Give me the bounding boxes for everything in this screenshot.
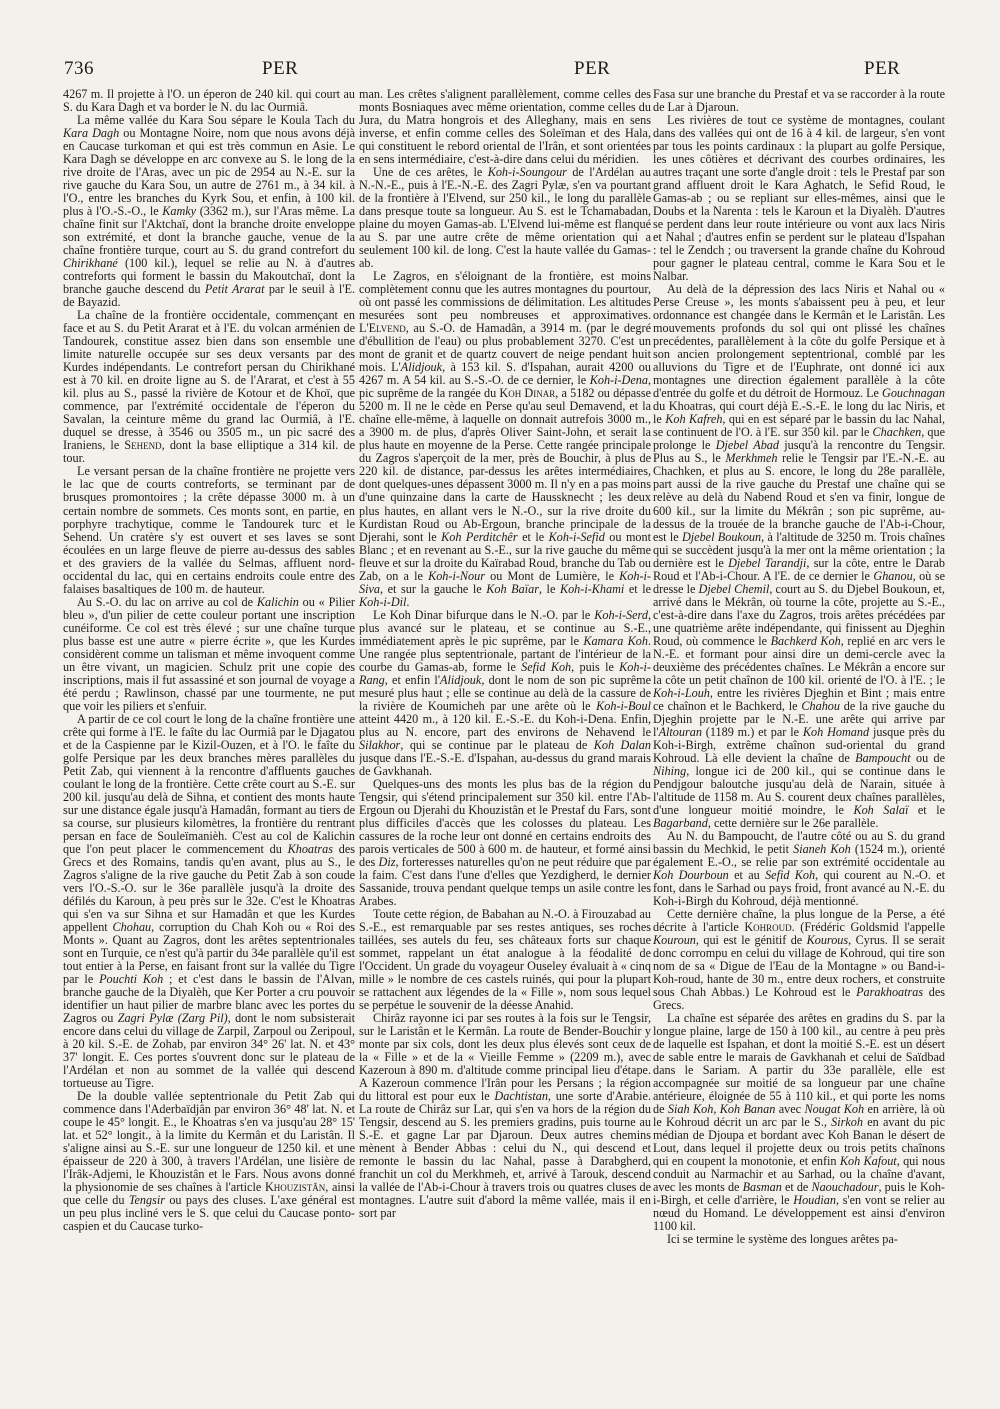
italic-term: Tengsir xyxy=(128,1193,165,1208)
text-run: Au S.-O. du lac on arrive au col de xyxy=(77,594,257,609)
text-run: , xyxy=(713,1102,720,1117)
paragraph xyxy=(653,1233,945,1246)
text-run: ; et c'est dans le bassin de l'Alvan, branche gauche de la Diyalèh, que Ker Porter a cru pouvoir identifier un haut pilier de marbre blanc avec les portes du Zagros ou xyxy=(63,972,355,1026)
text-run: , dont la base elliptique a 314 kil. de tour. xyxy=(63,438,355,466)
text-run: , au S.-O. de Hamadân, a 3914 m. (par le degré d'ébullition de l'eau) ou plus probablement 3270. C'est un mont de granit et de quartz couvert de neige pendant huit mois. L' xyxy=(359,321,651,375)
italic-term: Koh Dalan xyxy=(593,737,651,752)
text-run: avec xyxy=(775,1102,805,1117)
text-run: , forteresses naturelles qu'on ne peut réduire que par la faim. C'est dans l'une d'elles que Yezdigherd, le dernier Sassanide, trouva pendant quelque temps un asile contre les Arabes. xyxy=(359,854,651,908)
italic-term: Djebel Chemil xyxy=(698,581,770,596)
smallcaps-term: Kohroud xyxy=(744,920,792,934)
text-run: relie le Tengsir par l'E.-N.-E. au Chachken, et plus au S. encore, le long du 28e parallèle, part aussi de la rive gauche du Prestaf une chaîne qui se relève au delà du Nabend Roud et s'en va finir, longue de 600 kil., sur la limite du Mékrân ; son pic suprême, au-dessus de la trouée de la branche gauche de l'Ab-i-Chour, est le xyxy=(653,451,945,544)
italic-term: Alidjouk xyxy=(440,672,482,687)
text-run: , qui en est séparé par le bassin du lac Nahal, se continuent de l'O. à l'E. sur 350 kil. par le xyxy=(653,412,945,440)
text-run: Au N. du Bampoucht, de l'autre côté ou au S. du grand bassin du Mechkid, le petit xyxy=(653,828,945,856)
italic-term: Koh-i-Nour xyxy=(428,568,485,583)
text-run: (3362 m.), sur l'Aras même. La chaîne finit sur l'Aktchaï, dont la branche droite enveloppe son extrémité, et dont la branche gauche, venue de la chaîne frontière turque, court au S. du grand contrefort du xyxy=(63,204,355,258)
text-run: par le seuil à l'E. de Bayazid. xyxy=(63,282,355,310)
text-run: De la double vallée septentrionale du Petit Zab qui commence dans l'Aderbaïdjân par environ 36° 48' lat. N. et coupe le 45° longit. E., le Khoatras s'en va jusqu'au 28° 15' lat. et 52° longit., à la limite du Kermân et du Laristân. Il s'aligne ainsi au S.-E. sur une longueur de 1250 kil. et une épaisseur de 220 à 300, à travers l'Ardélan, une lisière de l'Irâk-Adjemi, le Khouzistân et le Fars. Nous avons donné la physionomie de ses chaînes à l'article xyxy=(63,1089,355,1195)
italic-term: Koh-i-Rang xyxy=(359,659,651,687)
italic-term: Chahou xyxy=(801,698,840,713)
paragraph xyxy=(63,309,355,465)
text-run: , replié en arc vers le N.-E. et formant pour ainsi dire un demi-cercle avec la deuxième des précédentes chaînes. Le Mékrân a encore sur la côte un petit chaînon de 100 kil. orienté de l'O. à l'E. ; le xyxy=(653,633,945,687)
italic-term: Parakhoatras xyxy=(856,985,924,1000)
italic-term: Koh-i-Siva xyxy=(359,568,651,596)
italic-term: Sirkoh xyxy=(831,1115,863,1130)
text-run: Chirâz rayonne ici par ses routes à la fois sur le Tengsir, sur le Laristân et le Kermân. La route de Bender-Bouchir y monte par six cols, dont les deux plus élevés sont ceux de la « Fille » et de la « Vieille Femme » (2209 m.), avec Kazeroun à 890 m. d'altitude comme principal lieu d'étape. A Kazeroun commence l'Irân pour les Persans ; la région du littoral est pour eux le xyxy=(359,1011,651,1104)
italic-term: Koh-i-Boul xyxy=(596,698,651,713)
italic-term: Petit Ararat xyxy=(204,282,265,297)
italic-term: Koh Perditchêr xyxy=(441,529,518,544)
italic-term: Sianeh Koh xyxy=(793,841,851,856)
text-run: , puis le xyxy=(571,659,620,674)
text-run: du Khoatras, qui court déjà E.-S.-E. le long du lac Niris, et le xyxy=(653,399,945,427)
text-run: Fasa sur une branche du Prestaf et va se raccorder à la route de Lar à Djaroun. xyxy=(653,88,945,115)
italic-term: Merkhmeh xyxy=(725,451,778,466)
text-run: , à l'altitude de 3250 m. Trois chaînes qui se succèdent jusqu'à la mer ont la même orientation ; la dernière est le xyxy=(653,529,945,570)
italic-term: Siah Koh xyxy=(667,1102,714,1117)
italic-term: Silakhor xyxy=(359,737,401,752)
italic-term: Bachkerd Koh xyxy=(770,633,841,648)
text-run: et le xyxy=(908,802,945,817)
italic-term: Zagri Pylæ (Zarg Pil) xyxy=(117,1011,228,1026)
text-run: de l'Ardélan au N.-N.-E., puis à l'E.-N.-E. des Zagri Pylæ, s'en va pourtant de la frontière à l'Elvend, sur 250 kil., le long du parallèle dans presque toute sa longueur. Au S. est le Tchamabadan, plaine du moyen Gamas-ab. L'Elvend lui-même est flanqué au S. par une autre crête de même orientation qui a seulement 100 kil. de long. C'est la haute vallée du Gamas-ab. xyxy=(359,165,651,271)
italic-term: Koh-i-Soungour xyxy=(487,165,567,180)
text-run: , qui nous conduit au Narmachir et au Sarhad, ou la chaîne d'avant, avec les monts de xyxy=(653,1154,945,1195)
italic-term: Koh Baïar xyxy=(486,581,539,596)
paragraph xyxy=(359,908,651,1012)
text-run: Le versant persan de la chaîne frontière ne projette vers le lac que de courts contreforts, se terminant par de brusques promontoires ; la crête dépasse 3000 m. à un certain nombre de sommets. Ces monts sont, en partie, en porphyre trachytique, comme le Tandourek turc et le Sehend. Un cratère s'y est ouvert et ses laves se sont écoulées en un large fleuve de pierre au-dessus des sables et des graviers de la vallée du Selmas, affluent nord-occidental du lac, qui en certains endroits coule entre des falaises basaltiques de 100 m. de hauteur. xyxy=(63,464,355,596)
text-column-2 xyxy=(359,88,651,1388)
paragraph xyxy=(63,465,355,595)
text-run: et le xyxy=(624,581,651,596)
smallcaps-term: Sehend xyxy=(124,438,162,453)
text-run: Quelques-uns des monts les plus bas de la région du Tengsir, qui s'étend principalement sur 350 kil. entre l'Ab-Ergoun ou Djerahi du Khouzistân et le Prestaf du Fars, sont plus difficiles d'accès que les colosses du plateau. Les cassures de la roche leur ont donné en certains endroits des parois verticales de 500 à 600 m. de hauteur, et formé ainsi des xyxy=(359,776,651,869)
text-run: Une de ces arêtes, le xyxy=(373,165,488,180)
text-run: , plus avancé sur le plateau, et se continue au S.-E., immédiatement après le pic suprême, par le xyxy=(359,607,651,648)
text-run: Le Zagros, en s'éloignant de la frontière, est moins complètement connu que les autres montagnes du pourtour, où ont passé les commissions de délimitation. Les altitudes mesurées sont peu nombreuses et approximatives. L' xyxy=(359,269,651,336)
text-run: Toute cette région, de Babahan au N.-O. à Firouzabad au S.-E., est remarquable par ses restes antiques, ses roches taillées, ses autels du feu, ses châteaux forts sur chaque sommet, rappelant un état analogue à la féodalité de l'Occident. Un grade du voyageur Ouseley évaluait à « cinq mille » le nombre de ces castels ruinés, qui pour la plupart se rattachent aux légendes de la « Fille », nom sous lequel se perpétue le souvenir de la déesse Anahid. xyxy=(359,906,651,1013)
text-run: , le xyxy=(538,581,560,596)
italic-term: Koh-i-Sefid xyxy=(548,529,605,544)
text-run: ou mont Blanc ; et en revenant au S.-E., sur la rive gauche du même fleuve et sur la droite du Kaïrabad Roud, branche du Tab ou Zab, on a le xyxy=(359,529,651,583)
italic-term: Koh-i-Louh xyxy=(653,685,710,700)
text-run: , que prolonge le xyxy=(653,425,945,453)
italic-term: Houdian xyxy=(793,1193,836,1208)
italic-term: Basman xyxy=(742,1180,782,1195)
italic-term: Koh Banan xyxy=(719,1102,776,1117)
text-run: , dont le nom de son pic suprême mesuré plus haut ; elle se continue au delà de la cassure de la rivière de Koumicheh par une arête où le xyxy=(359,672,651,713)
text-run: , qui se continue par le plateau de xyxy=(400,737,594,752)
text-run: ou Montagne Noire, nom que nous avons déjà en Caucase turkoman et qui est très commun en Asie. Le Kara Dagh se développe en arc convexe au S. le long de la rive droite de l'Aras, avec un pic de 2954 au N.-E. sur la rive gauche du Kara Sou, un autre de 2761 m., à 34 kil. à l'O., entre les branches du Kyrk Sou, et enfin, à 100 kil. plus à l'O.-S.-O., le xyxy=(63,126,355,219)
running-head-right: PER xyxy=(864,58,901,79)
smallcaps-term: Koh Dinar xyxy=(499,386,556,401)
italic-term: Bagarband xyxy=(653,815,708,830)
text-run: , puis le Koh-i-Birgh, et celle d'arrière, le xyxy=(653,1180,945,1208)
italic-term: Nougat Koh xyxy=(804,1102,865,1117)
text-run: et au xyxy=(728,867,766,882)
italic-term: Kamky xyxy=(162,204,197,219)
italic-term: Kouroun xyxy=(653,933,696,948)
italic-term: Diz xyxy=(378,854,396,869)
text-run: , s'en vont se relier au nœud du Homand. Le développement est ainsi d'environ 1100 kil. xyxy=(653,1193,945,1234)
text-run: , dont le nom subsisterait encore dans celui du village de Zarpil, Zarpoul ou Zeripoul, à 20 kil. S.-E. de Zohab, par environ 34° 26' lat. N. et 43° 37' longit. E. Ces portes s'ouvrent donc sur le plateau de l'Ardélan et non au sommet de la vallée qui descend tortueuse au Tigre. xyxy=(63,1011,355,1091)
paragraph xyxy=(359,88,651,166)
smallcaps-term: Elvend xyxy=(368,321,406,336)
italic-term: Koh-i-Khami xyxy=(559,581,625,596)
text-run: jusque dans l'E.-S.-E. d'Ispahan, au-dessus du grand marais de Gavkhanah. xyxy=(359,750,651,778)
text-run: man. Les crêtes s'alignent parallèlement, comme celles des monts Bosniaques avec même orientation, comme celles du Jura, du Matra hongrois et des Alleghany, mais en sens inverse, et enfin comme celles des Soleïman et des Hala, qui constituent le rebord oriental de l'Irân, et sont orientées en sens intermédiaire, c'est-à-dire dans celui du méridien. xyxy=(359,88,651,167)
italic-term: Chohau xyxy=(112,920,152,934)
text-run: Ici se termine le système des longues arêtes pa- xyxy=(667,1232,898,1247)
text-run: , sur la côte, entre le Darab Roud et l'Ab-i-Chour. A l'E. de ce dernier le xyxy=(653,555,945,583)
text-run: Le Koh Dinar bifurque dans le N.-O. par le xyxy=(373,607,595,622)
italic-term: Chirikhané xyxy=(63,256,118,271)
text-run: , qui est le génitif de xyxy=(695,933,807,948)
text-column-3 xyxy=(653,88,945,1388)
text-run: de la rive gauche du Djeghin projette par le N.-E. une arête qui arrive par l' xyxy=(653,698,945,739)
text-run: , et enfin l' xyxy=(384,672,441,687)
italic-term: Koh Homand xyxy=(802,724,870,739)
italic-term: Gouchnagan xyxy=(882,386,945,401)
italic-term: Kourous xyxy=(806,933,849,948)
italic-term: Koh-i-Serd xyxy=(594,607,648,622)
paragraph xyxy=(63,114,355,309)
italic-term: Alidjouk xyxy=(400,360,443,375)
italic-term: Altouran xyxy=(658,724,702,739)
italic-term: Djebel Tarandji xyxy=(728,555,807,570)
italic-term: Sefid Koh xyxy=(765,867,816,882)
text-run: , corruption du Chah Koh ou « Roi des Monts ». Quant au Zagros, dont les arêtes septentrionales sont en Turquie, ce n'est qu'à partir du 34e parallèle qu'il est tout entier à la Perse, en faisant front sur la vallée du Tigre par le xyxy=(63,920,355,987)
text-run: (1524 m.), orienté également E.-O., se relie par son extrémité occidentale au xyxy=(653,841,945,869)
text-run: , et sur la gauche le xyxy=(379,581,487,596)
italic-term: Nihing xyxy=(653,763,687,778)
italic-term: Naouchadour xyxy=(811,1180,879,1195)
italic-term: Dachtistan xyxy=(494,1089,548,1104)
text-run: des Grecs et des Romains, tandis qu'en avant, plus au S., le Zagros s'aligne de la rive gauche du Petit Zab à son coude vers l'O.-S.-O. sur le 36e parallèle jusqu'à la droite des défilés du Karoun, à peu près sur le 32e. C'est le Khoatras qui s'en va sur Sihna et sur Hamadân et que les Kurdes appellent xyxy=(63,841,355,934)
text-run: jusqu'à la rencontre du Tengsir. Plus au S., le xyxy=(653,438,945,466)
italic-term: Koh Salaï xyxy=(853,802,909,817)
italic-term: Koh-i-Dena xyxy=(589,373,648,388)
text-run: en arrière, là où le Kohroud décrit un arc par le S., xyxy=(653,1102,945,1130)
paragraph xyxy=(653,908,945,1012)
text-run: , court au S. du Djebel Boukoun, et, arrivé dans le Mékrân, où tourne la côte, projette au S.-E., c'est-à-dire dans l'axe du Zagros, trois arêtes précédées par une quatrième arête indépendante, qui finissent au Djeghin Roud, où commence le xyxy=(653,581,945,648)
italic-term: Chachken xyxy=(872,425,922,440)
paragraph xyxy=(653,1012,945,1233)
italic-term: Koh Kafout xyxy=(839,1154,897,1169)
paragraph xyxy=(359,270,651,608)
paragraph xyxy=(63,713,355,1090)
italic-term: Kalichin xyxy=(256,594,299,609)
text-run: , entre les rivières Djeghin et Bint ; mais entre ce chaînon et le Bachkerd, le xyxy=(653,685,945,713)
text-run: , à 153 kil. S. d'Ispahan, aurait 4200 ou 4267 m. A 54 kil. au S.-S.-O. de ce dernier, le xyxy=(359,360,651,388)
italic-term: Bampoucht xyxy=(855,750,911,765)
text-run: ou « Pilier bleu », d'un pilier de cette couleur portant une inscription cunéiforme. Ce col est très élevé ; sur une chaîne turque plus basse est une autre « pierre écrite », que les Kurdes considèrent comme un talisman et même invoquent comme un être vivant, un magicien. Schulz prit une copie des inscriptions, mais il fut assassiné et son journal de voyage a été perdu ; Rawlinson, chassé par une tourmente, ne put que voir les piliers et s'enfuir. xyxy=(63,594,355,713)
text-column-1 xyxy=(63,88,355,1388)
running-head-left: PER xyxy=(262,58,299,79)
text-run: des Grecs. xyxy=(653,985,945,1013)
text-run: A partir de ce col court le long de la chaîne frontière une crête qui forme à l'E. le faîte du lac Ourmiâ par le Djagatou et de la Caspienne par le Kizil-Ouzen, et à l'O. le faîte du golfe Persique par les deux branches mères parallèles du Petit Zab, qui viennent à la rencontre d'affluents gauches coulant le long de la frontière. Cette crête court au S.-E. sur 200 kil. jusqu'au delà de Sihna, et contient des monts haute sur une distance égale jusqu'à Hamadân, formant au tiers de sa course, sur plusieurs kilomètres, la frontière du rentrant persan en face de Souleïmanièh. C'est au col de Kalichin que l'on peut placer le commencement du xyxy=(63,711,355,856)
italic-term: Djebel Boukoun xyxy=(681,529,762,544)
italic-term: Djebel Abad xyxy=(715,438,779,453)
italic-term: Koh Kafreh xyxy=(665,412,723,427)
text-run: , longue ici de 200 kil., qui se continue dans le Pendjgour baloutche jusqu'au delà de Narain, située à l'altitude de 1158 m. Au S. courent deux chaînes parallèles, d'une longueur moitié moindre, le xyxy=(653,763,945,817)
text-run: , où se dresse le xyxy=(653,568,945,596)
paragraph xyxy=(63,88,355,114)
text-run: Au delà de la dépression des lacs Niris et Nahal ou « Perse Creuse », les monts s'abaissent peu à peu, et leur ordonnance est changée dans le Kermân et le Laristân. Les mouvements profonds du sol qui ont plissé les chaînes precédentes, parallèlement à la côte du golfe Persique et à son ancien prolongement septentrional, comblé par les alluvions du Tigre et de l'Euphrate, ont donné ici aux montagnes une direction également parallèle à la côte d'entrée du golfe et du détroit de Hormouz. Le xyxy=(653,282,945,401)
text-run: , pic suprême de la rangée du xyxy=(359,373,651,401)
paragraph xyxy=(63,596,355,713)
text-run: , a 5182 ou dépasse 5200 m. Il ne le cède en Perse qu'au seul Demavend, et la chaîne elle-même, à laquelle on donnait autrefois 3000 m., a 3900 m. de plus, d'après Oliver Saint-John, et serait la plus haute en moyenne de la Perse. Cette rangée principale du Zagros s'aperçoit de la mer, près de Bouchir, à plus de 220 kil. de distance, par-dessus les arêtes intermédiaires, dont quelques-unes dépassent 3000 m. Il n'y en a pas moins d'une quinzaine dans la carte de Haussknecht ; les deux plus hautes, en allant vers le N.-O., sur la rive droite du Kurdistan Roud ou Ab-Ergoun, branche principale de la Djerahi, sont le xyxy=(359,386,651,544)
page-number: 736 xyxy=(64,58,94,79)
text-run: et de xyxy=(781,1180,812,1195)
text-run: ou de xyxy=(910,750,945,765)
text-run: , Cyrus. Il se serait donc corrompu en celui du village de Kohroud, qui tire son nom de sa « Digue de l'Eau de la Montagne » ou Band-i-Koh-roud, hante de 30 m., entre deux rochers, et construite sous Chah Abbas.) Le Kohroud est le xyxy=(653,933,945,1000)
paragraph xyxy=(359,778,651,908)
text-run: . (Frédéric Goldsmid l'appelle xyxy=(791,920,945,934)
italic-term: Kara Dagh xyxy=(63,126,120,141)
text-run: , ainsi que celle du xyxy=(63,1180,355,1208)
paragraph xyxy=(63,1090,355,1233)
text-run: La même vallée du Kara Sou sépare le Koula Tach du xyxy=(77,113,355,128)
running-header xyxy=(64,58,948,82)
italic-term: Koh-i-Dil xyxy=(359,594,407,609)
paragraph xyxy=(653,830,945,908)
text-run: , qui courent au N.-O. et font, dans le Sarhad ou pays froid, front avancé au N.-E. du Koh-i-Birgh du Kohroud, déjà mentionné. xyxy=(653,867,945,908)
text-run: ou Mont de Lumière, le xyxy=(484,568,620,583)
text-run: , cette dernière sur le 26e parallèle. xyxy=(707,815,879,830)
text-run: . Une rangée plus septentrionale, partant de l'intérieur de la courbe du Gamas-ab, forme le xyxy=(359,633,651,674)
text-run: Cette dernière chaîne, la plus longue de la Perse, a été décrite à l'article xyxy=(653,906,945,934)
text-run: 4267 m. Il projette à l'O. un éperon de 240 kil. qui court au S. du Kara Dagh et va border le N. du lac Ourmiâ. xyxy=(63,88,355,115)
text-run: jusque près du Koh-i-Birgh, extrême chaînon sud-oriental du grand Kohroud. Là elle devient la chaîne de xyxy=(653,724,945,765)
text-run: (100 kil.), lequel se relie au N. à d'autres contreforts qui forment le bassin du Makoutchaï, dont la branche gauche descend du xyxy=(63,256,355,297)
italic-term: Pouchti Koh xyxy=(99,972,164,987)
smallcaps-term: Khouzistân xyxy=(264,1180,326,1195)
paragraph xyxy=(359,609,651,778)
paragraph xyxy=(359,1012,651,1220)
italic-term: Khoatras xyxy=(287,841,333,856)
text-run: La chaîne de la frontière occidentale, commençant en face et au S. du Petit Ararat et à l'E. du volcan arménien de Tandourek, constitue assez bien dans son ensemble une limite naturelle occupée sur ses deux versants par des Kurdes indépendants. Le contrefort persan du Chirikhané est à 70 kil. en droite ligne au S. de l'Ararat, et c'est à 55 kil. plus au S., passé la rivière de Kotour et de Khoï, que commence, par l'extrémité occidentale de l'éperon du Savalan, la ceinture même du grand lac Ourmiâ, à l'E. duquel se dresse, à 3546 ou 3505 m., un pic sacré des Iraniens, le xyxy=(63,308,355,453)
text-run: (1189 m.) et par le xyxy=(701,724,803,739)
text-run: en avant du pic médian de Djoupa et bordant avec Koh Banan le désert de Lout, dans lequel il projette deux ou trois petits chaînons qui en coupent la monotonie, et enfin xyxy=(653,1115,945,1169)
paragraph xyxy=(653,283,945,830)
paragraph xyxy=(359,166,651,270)
text-run: atteint 4420 m., à 120 kil. E.-S.-E. du Koh-i-Dena. Enfin, plus au N. encore, part des environs de Nehavend le xyxy=(359,711,651,739)
paragraph xyxy=(653,114,945,283)
italic-term: Kamara Koh xyxy=(583,633,648,648)
italic-term: Koh Dourboun xyxy=(653,867,729,882)
italic-term: Ghanou xyxy=(873,568,913,583)
text-run: . xyxy=(406,594,410,609)
paragraph xyxy=(653,88,945,114)
text-run: La chaîne est séparée des arêtes en gradins du S. par la longue plaine, large de 150 à 100 kil., au centre à peu près de laquelle est Ispahan, et dont la moitié S.-E. est un désert de sable entre le marais de Gavkhanah et celui de Saïdbad dans le Sariam. A partir du 33e parallèle, elle est accompagnée sur moitié de sa longueur par une chaîne antérieure, éloignée de 55 à 110 kil., et qui porte les noms de xyxy=(653,1011,945,1117)
italic-term: Sefid Koh xyxy=(521,659,572,674)
text-run: ou pays des cluses. L'axe général est un peu plus incliné vers le S. que celui du Caucase ponto-caspien et du Caucase turko- xyxy=(63,1193,355,1234)
text-run: Les rivières de tout ce système de montagnes, coulant dans des vallées qui ont de 16 à 4 kil. de largeur, s'en vont par tous les points cardinaux : la plupart au golfe Persique, les unes côtières et décrivant des courbes ordinaires, les autres traçant une sorte d'angle droit : tels le Prestaf par son grand affluent droit le Kara Aghatch, le Sefid Roud, le Gamas-ab ; ou se repliant sur elles-mêmes, ainsi que le Doubs et la Narenta : tels le Karoun et la Diyalèh. D'autres se perdent dans leur route intérieure ou vont aux lacs Niris et Nahal ; d'autres enfin se perdent sur le plateau d'Ispahan : tel le Zendch ; ou traversent la grande chaîne du Kohroud pour gagner le plateau central, comme le Kara Sou et le Nalbar. xyxy=(653,113,945,284)
text-run: , une sorte d'Arabie. La route de Chirâz sur Lar, qui s'en va hors de la région du Tengsir, descend au S. les premiers gradins, puis tourne au S.-E. et gagne Lar par Djaroun. Deux autres chemins mènent à Bender Abbas : celui du N., qui descend et remonte le bassin du lac Nahal, passe à Darabgherd, franchit un col du Merkhmeh, et, arrivé à Tarouk, descend la vallée de l'Ab-i-Chour à travers trois ou quatres cluses de montagnes. L'autre suit d'abord la même vallée, mais il en sort par xyxy=(359,1089,651,1221)
running-head-center: PER xyxy=(574,58,611,79)
text-run: et le xyxy=(517,529,549,544)
